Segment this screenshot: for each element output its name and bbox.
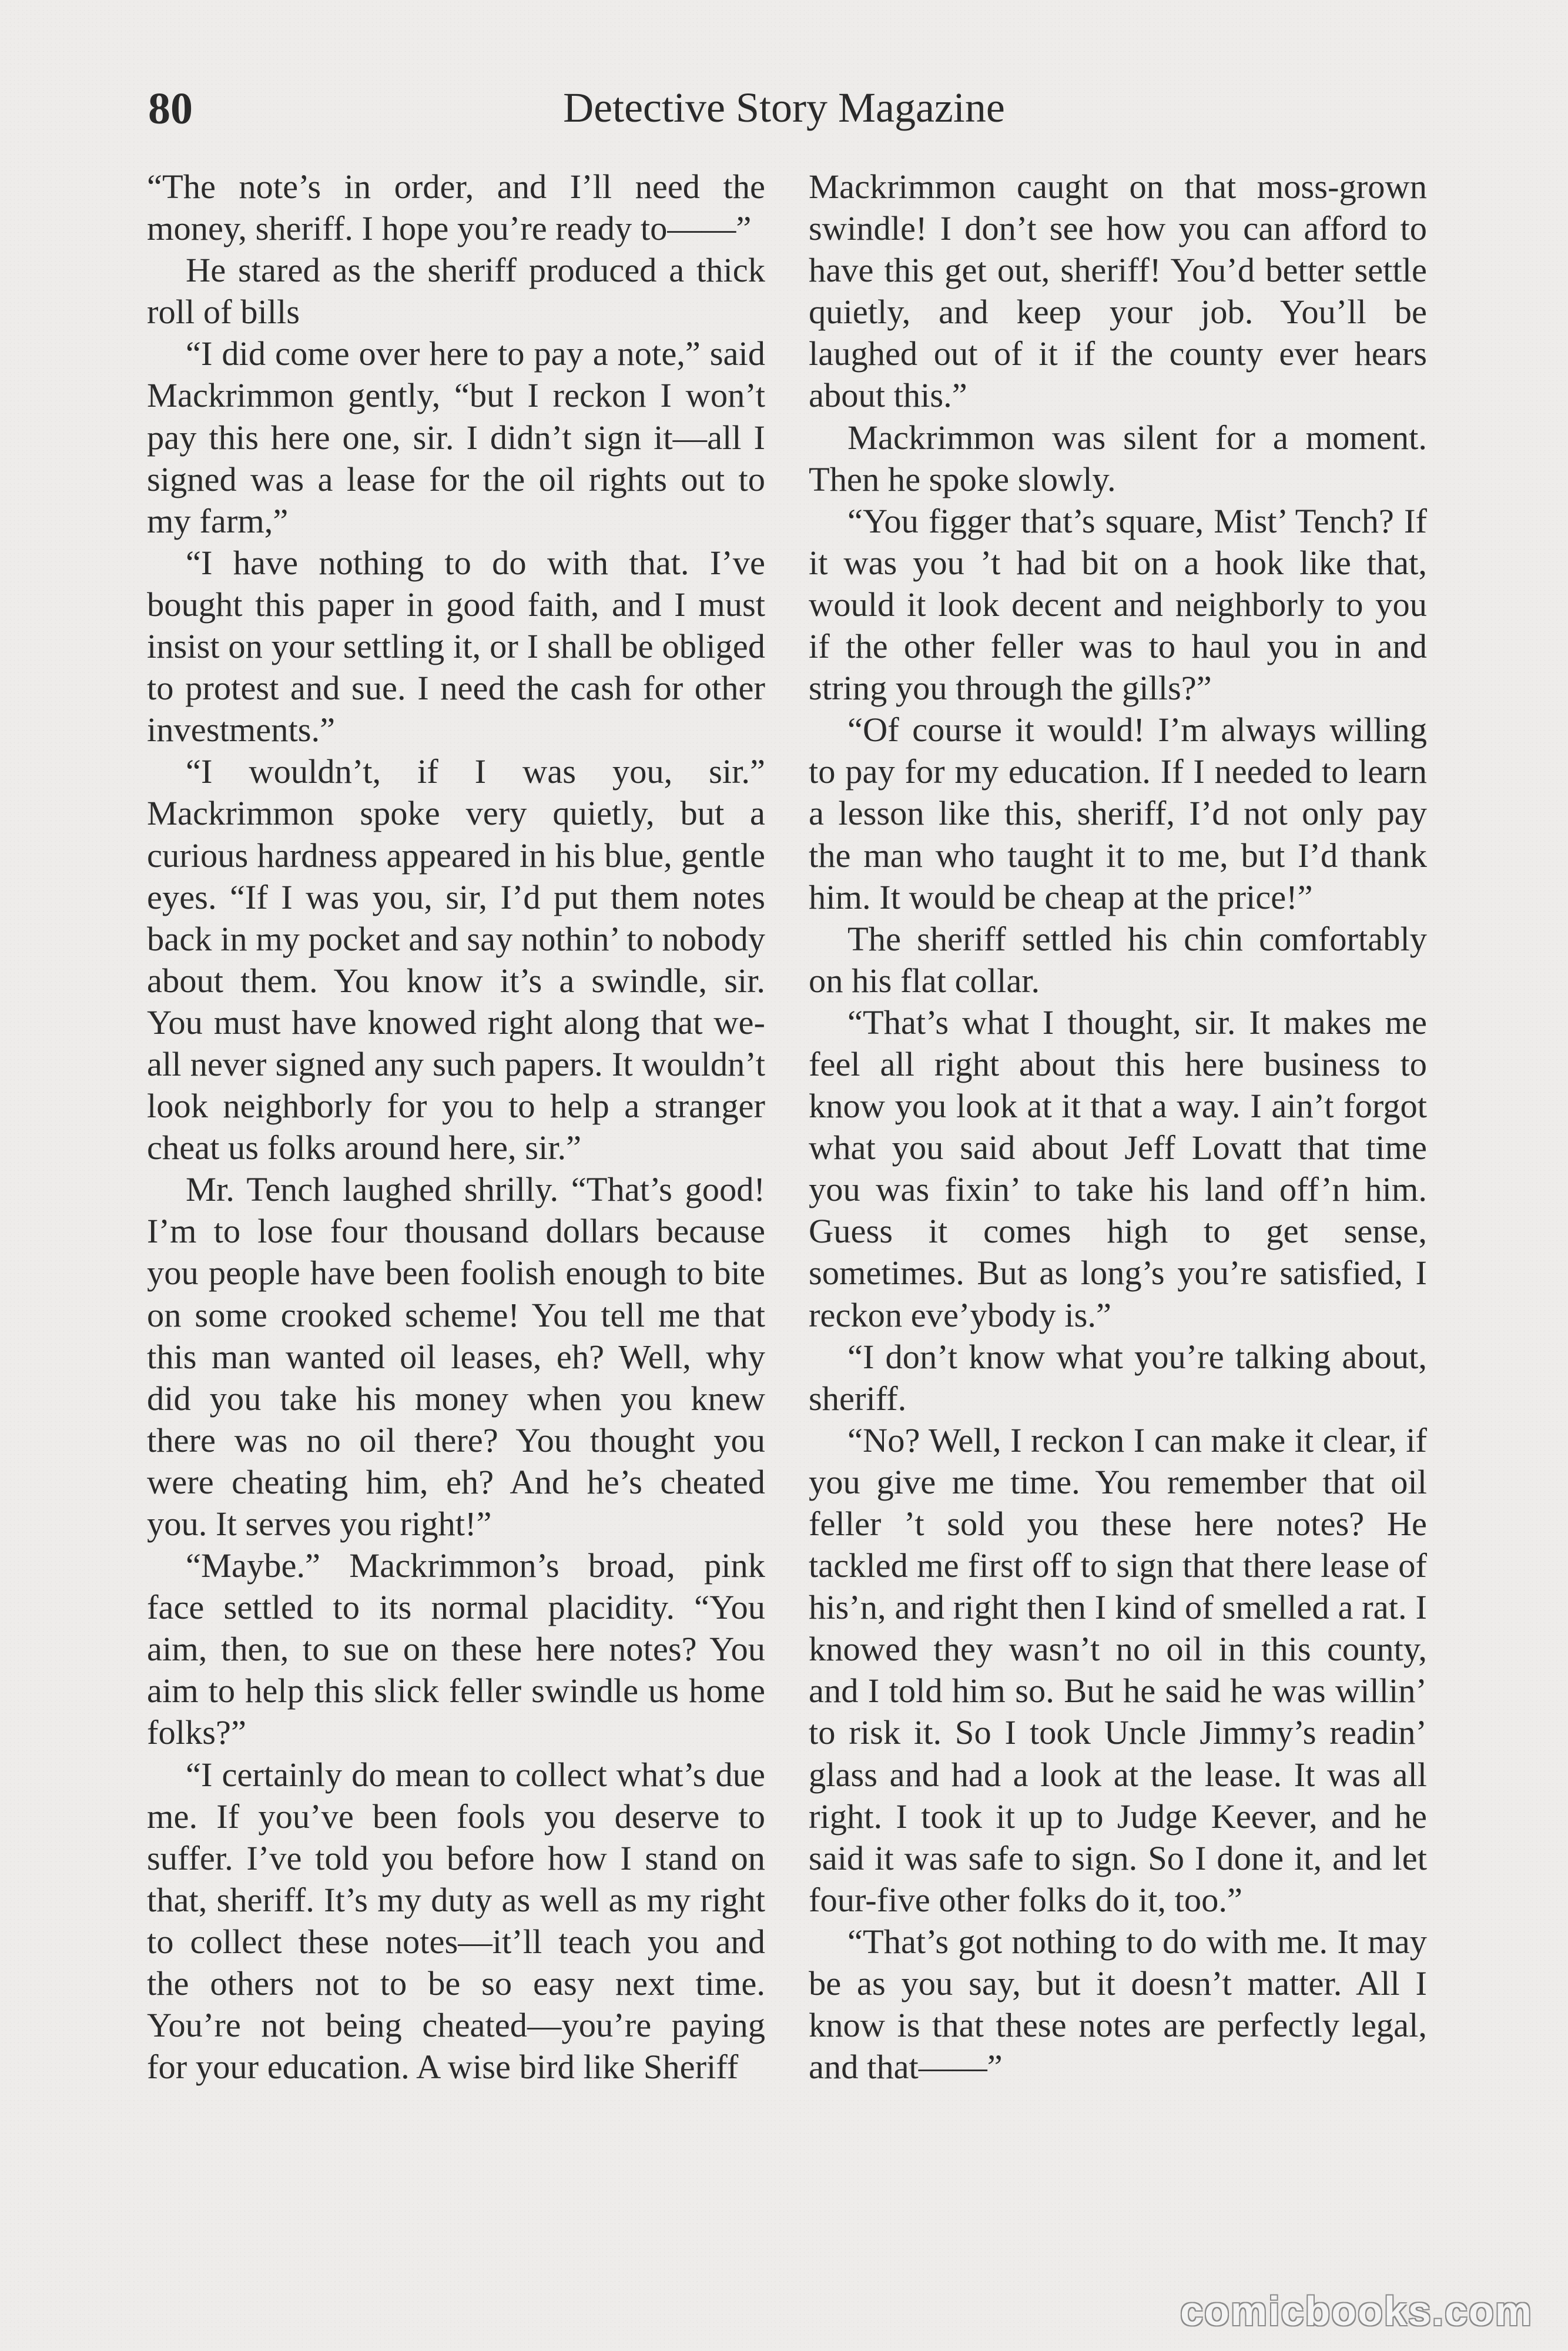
paragraph: “The note’s in order, and I’ll need the money, sheriff. I hope you’re ready to——” — [147, 168, 765, 248]
paragraph: “No? Well, I reckon I can make it clear, if you give me time. You remember that oil feller ’t sold you these here notes? He tackled me first off to sign that there lease of his’n, and right then I kind of smelled a rat. I knowed they wasn’t no oil in this county, and I told him so. But he said he was willin’ to risk it. So I took Uncle Jimmy’s readin’ glass and had a look at the lease. It was all right. I took it up to Judge Keever, and he said it was safe to sign. So I done it, and let four-five other folks do it, too.” — [809, 1421, 1427, 1919]
paragraph: The sheriff settled his chin comfortably on his flat collar. — [809, 919, 1427, 1000]
paragraph: “I certainly do mean to collect what’s due me. If you’ve been fools you deserve to suffer. I’ve told you before how I stand on that, sheriff. It’s my duty as well as my right to collect these notes—it’ll teach you and the others not to be so easy next time. You’re not being cheated—you’re paying for your education. A wise bird like Sheriff — [147, 1755, 765, 2087]
paragraph: “Of course it would! I’m always willing to pay for my education. If I needed to learn a lesson like this, sheriff, I’d not only pay the man who taught it to me, but I’d thank him. It would be cheap at the price!” — [809, 711, 1427, 916]
paragraph: “I have nothing to do with that. I’ve bought this paper in good faith, and I must insist on your settling it, or I shall be obliged to protest and sue. I need the cash for other investments.” — [147, 543, 765, 749]
left-column — [147, 166, 765, 2088]
right-column — [809, 166, 1427, 2088]
paragraph: Mr. Tench laughed shrilly. “That’s good! I’m to lose four thousand dollars because you people have been foolish enough to bite on some crooked scheme! You tell me that this man wanted oil leases, eh? Well, why did you take his money when you knew there was no oil there? You thought you were cheating him, eh? And he’s cheated you. It serves you right!” — [147, 1170, 765, 1543]
watermark: comicbooks.com — [1180, 2288, 1533, 2334]
paragraph: “You figger that’s square, Mist’ Tench? If it was you ’t had bit on a hook like that, would it look decent and neighborly to you if the other feller was to haul you in and string you through the gills?” — [809, 501, 1427, 708]
paragraph: “That’s what I thought, sir. It makes me feel all right about this here business to know you look at it that a way. I ain’t forgot what you said about Jeff Lovatt that time you was fixin’ to take his land off’n him. Guess it comes high to get sense, sometimes. But as long’s you’re satisfied, I reckon eve’ybody is.” — [809, 1003, 1427, 1334]
paragraph: “I wouldn’t, if I was you, sir.” Mackrimmon spoke very quietly, but a curious hardness appeared in his blue, gentle eyes. “If I was you, sir, I’d put them notes back in my pocket and say nothin’ to nobody about them. You know it’s a swindle, sir. You must have knowed right along that we-all never signed any such papers. It wouldn’t look neighborly for you to help a stranger cheat us folks around here, sir.” — [147, 752, 765, 1167]
paragraph: “Maybe.” Mackrimmon’s broad, pink face settled to its normal placidity. “You aim, then, to sue on these here notes? You aim to help this slick feller swindle us home folks?” — [147, 1546, 765, 1752]
paragraph: He stared as the sheriff produced a thick roll of bills — [147, 251, 765, 331]
paragraph: “I did come over here to pay a note,” said Mackrimmon gently, “but I reckon I won’t pay this here one, sir. I didn’t sign it—all I signed was a lease for the oil rights out to my farm,” — [147, 334, 765, 540]
paragraph: Mackrimmon was silent for a moment. Then he spoke slowly. — [809, 418, 1427, 498]
page-header — [0, 83, 1568, 148]
running-head: Detective Story Magazine — [563, 84, 1005, 131]
paragraph: “I don’t know what you’re talking about, sheriff. — [809, 1337, 1427, 1418]
page-number: 80 — [148, 84, 193, 133]
paragraph: “That’s got nothing to do with me. It may be as you say, but it doesn’t matter. All I know is that these notes are perfectly legal, and that——” — [809, 1922, 1427, 2087]
paragraph: Mackrimmon caught on that moss-grown swindle! I don’t see how you can afford to have this get out, sheriff! You’d better settle quietly, and keep your job. You’ll be laughed out of it if the county ever hears about this.” — [809, 168, 1427, 415]
